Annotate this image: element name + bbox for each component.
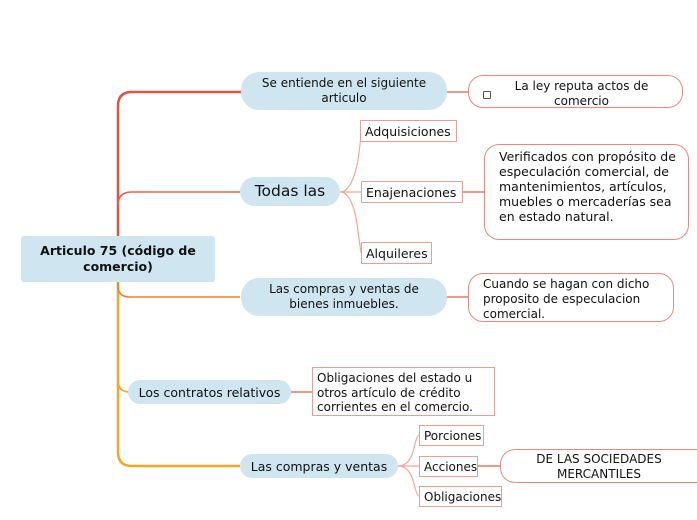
root-trunk-lower [118,282,240,466]
note-especulacion[interactable]: Cuando se hagan con dicho proposito de especulacion comercial. [468,273,674,322]
branch-todas-las[interactable] [240,177,340,206]
checkbox-icon [483,91,491,99]
item-obligaciones[interactable]: Obligaciones [419,486,502,507]
item-adquisiciones[interactable]: Adquisiciones [360,120,457,142]
branch-compras-inmuebles-label: Las compras y ventas de bienes inmuebles. [269,282,419,311]
branch-compras-ventas[interactable] [240,454,398,478]
note-obligaciones-estado[interactable]: Obligaciones del estado u otros artículo de crédito corrientes en el comercio. [312,367,495,416]
branch-se-entiende[interactable] [241,72,447,110]
note-ley-reputa-text: La ley reputa actos de comercio [514,79,649,108]
item-alquileres[interactable]: Alquileres [361,242,432,264]
item-enajenaciones[interactable]: Enajenaciones [361,181,463,203]
root-trunk [118,92,242,236]
branch-todas-las-label: Todas las [254,182,326,200]
note-verificados[interactable]: Verificados con propósito de especulación comercial, de mantenimientos, artículos, muebles o mercaderías sea en estado natural. [484,144,689,240]
branch-compras-ventas-label: Las compras y ventas [250,458,388,474]
item-acciones[interactable]: Acciones [419,456,478,477]
item-porciones[interactable]: Porciones [419,425,484,446]
root-node[interactable]: Articulo 75 (código de comercio) [21,236,215,282]
branch-contratos-label: Los contratos relativos [138,384,281,400]
note-ley-reputa[interactable] [468,75,683,108]
branch-se-entiende-label: Se entiende en el siguiente articulo [261,76,427,105]
branch-compras-inmuebles[interactable] [241,278,447,316]
branch-contratos[interactable] [128,380,291,404]
note-sociedades-mercantiles[interactable]: DE LAS SOCIEDADES MERCANTILES [500,449,697,483]
